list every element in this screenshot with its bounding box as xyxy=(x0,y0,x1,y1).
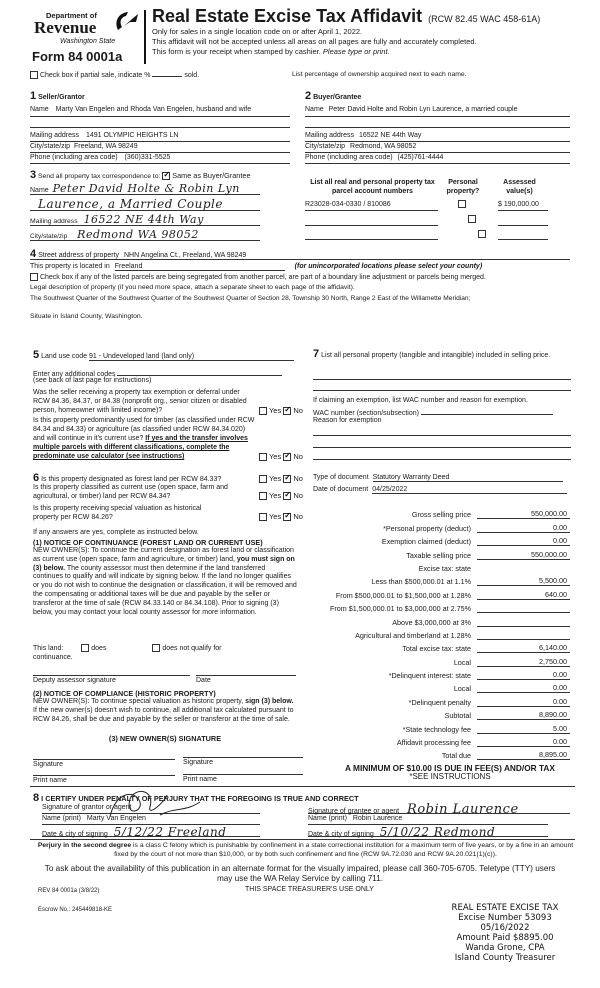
tax-row-value[interactable]: 6,140.00 xyxy=(477,643,570,653)
land-does-checkbox[interactable] xyxy=(81,644,89,652)
segregated-row: Check box if any of the listed parcels are being segregated from another parcel, are part of a boundary line adjustment or parcels being merged. xyxy=(30,273,486,281)
forest-q1-answer: Yes ✓ No xyxy=(259,474,303,483)
segregated-checkbox[interactable] xyxy=(30,273,38,281)
tax-row-label: Taxable selling price xyxy=(406,550,471,560)
grantee-date-city-field[interactable]: Date & city of signing 5/10/22 Redmond xyxy=(308,825,548,837)
forest-if-yes: If any answers are yes, complete as instructed below. xyxy=(33,529,199,536)
personal-col-header: Personal property? xyxy=(446,179,480,195)
reason-label: Reason for exemption xyxy=(313,417,382,424)
tax-row-label: Affidavit processing fee xyxy=(396,738,471,748)
tax-row-value[interactable]: 5.00 xyxy=(477,724,570,734)
parcel-account-row-3[interactable] xyxy=(305,230,438,240)
perjury-notice: Perjury in the second degree is a class C felony which is punishable by confinement in a state correctional institution for a maximum term of five years, or by a fine in an amount fixed by the court of not more than $10,000, or by both such confinement and fine (RCW 9A.72.030 and RCW 9A.20.021(1)(c)). xyxy=(37,842,574,858)
certify-title: 8 I CERTIFY UNDER PENALTY OF PERJURY THAT THE FOREGOING IS TRUE AND CORRECT xyxy=(33,792,359,804)
legal-description-line-1: The Southwest Quarter of the Southwest Quarter of the Southwest Quarter of Section 28, Township 30 North, Range 2 East of the Willamette Meridian; xyxy=(30,295,471,302)
street-address-field[interactable]: 4 Street address of property NHN Angelina Ct., Freeland, WA 98249 xyxy=(30,248,570,260)
header-line-2: This affidavit will not be accepted unless all areas on all pages are fully and accurately completed. xyxy=(152,37,477,46)
tax-row xyxy=(305,519,575,532)
header-divider xyxy=(144,10,146,64)
grantor-signature-field[interactable]: Signature of grantor or agent xyxy=(42,804,260,814)
tax-calculation-table xyxy=(305,506,575,760)
tax-row xyxy=(305,707,575,720)
reason-line-3[interactable] xyxy=(313,452,571,460)
parcel-personal-checkbox-3[interactable] xyxy=(478,230,486,238)
tax-row-label: Exemption claimed (deduct) xyxy=(381,537,471,547)
wac-number-field[interactable] xyxy=(421,407,553,415)
minimum-due-note: A MINIMUM OF $10.00 IS DUE IN FEE(S) AND/OR TAX xyxy=(345,763,555,773)
treasurer-stamp: REAL ESTATE EXCISE TAX Excise Number 53093 05/16/2022 Amount Paid $8895.00 Wanda Grone, CPA Island County Treasurer xyxy=(451,903,559,963)
tax-row-value[interactable] xyxy=(477,617,570,627)
dor-logo xyxy=(32,8,147,68)
tax-row-value[interactable]: 0.00 xyxy=(477,670,570,680)
tax-row-label: Above $3,000,000 at 3% xyxy=(392,617,471,627)
tax-row-label: Total due xyxy=(441,751,471,761)
grantee-name-field[interactable]: Name (print) Robin Laurence xyxy=(308,815,548,825)
parcel-account-row-2[interactable] xyxy=(305,216,438,226)
correspondence-heading: 3 Send all property tax correspondence to: ✓ Same as Buyer/Grantee xyxy=(30,169,251,181)
partial-sale-checkbox[interactable] xyxy=(30,71,38,79)
parcel-account-row-1[interactable]: R23028-034-0330 / 810086 xyxy=(305,201,438,211)
tax-row-label: Subtotal xyxy=(444,711,471,721)
tax-row-value[interactable]: 550,000.00 xyxy=(477,509,570,519)
assessed-col-header: Assessed value(s) xyxy=(503,179,536,195)
legal-label: Legal description of property (if you need more space, attach a separate sheet to each page of the affidavit). xyxy=(30,284,355,291)
page-title-row xyxy=(152,6,540,27)
located-in-row: This property is located in Freeland (for unincorporated locations please select your county) xyxy=(30,263,483,270)
land-use-q2-no-checkbox[interactable] xyxy=(283,453,291,461)
tax-row xyxy=(305,600,575,613)
owner-print-name-2[interactable]: Print name xyxy=(183,774,303,783)
certify-divider xyxy=(30,839,575,840)
partial-sale-percent-input[interactable] xyxy=(152,69,182,77)
page-title: Real Estate Excise Tax Affidavit xyxy=(152,6,423,26)
tax-row-label: *Delinquent interest: state xyxy=(388,671,471,681)
tax-row xyxy=(305,560,575,573)
parcel-assessed-row-2[interactable] xyxy=(498,216,548,226)
forest-q2-no-checkbox[interactable] xyxy=(283,492,291,500)
land-use-row: 5 Land use code 91 - Undeveloped land (land only) xyxy=(33,349,294,361)
personal-property-label: 7 List all personal property (tangible and intangible) included in selling price. xyxy=(313,348,551,360)
exemption-note: If claiming an exemption, list WAC number and reason for exemption. xyxy=(313,397,528,404)
land-use-q1-answer: Yes ✓ No xyxy=(259,406,303,415)
seller-city-field[interactable]: City/state/zip Freeland, WA 98249 xyxy=(30,143,290,153)
personal-property-line-2[interactable] xyxy=(313,383,571,391)
treasurer-use-only: THIS SPACE TREASURER'S USE ONLY xyxy=(245,886,374,893)
tax-row xyxy=(305,613,575,626)
partial-sale-row: Check box if partial sale, indicate % sold. xyxy=(30,69,199,79)
owner-print-name-1[interactable]: Print name xyxy=(33,775,175,784)
parcel-personal-checkbox-1[interactable] xyxy=(458,200,466,208)
tax-row-value[interactable]: 5,500.00 xyxy=(477,576,570,586)
owner-signature-1[interactable]: Signature xyxy=(33,759,175,768)
parcel-col-header: List all real and personal property tax parcel account numbers xyxy=(310,179,435,195)
document-type-row: Type of document Statutory Warranty Deed xyxy=(313,474,563,482)
header-line-1: Only for sales in a single location code on or after April 1, 2022. xyxy=(152,27,363,36)
notice-continuance-body: NEW OWNER(S): To continue the current designation as forest land or classification as current use (open space, farm and agriculture, or timber) land, you must sign on (3) below. The county assessor must then determine if the land transferred continues to qualify and will indicate by signing below. If the land no longer qualifies or you do not wish to continue the designation or classification, it will be removed and the compensating or additional taxes will be due and payable by the seller or transferor at the time of sale (RCW 84.33.140 or 84.34.108). Prior to signing (3) below, you may contact your local county assessor for more information. xyxy=(33,547,297,616)
forest-q1: 6 Is this property designated as forest land per RCW 84.33? xyxy=(33,472,222,484)
deputy-date-field[interactable]: Date xyxy=(196,675,296,684)
this-land-row: This land: does does not qualify for xyxy=(33,644,222,652)
percent-note: List percentage of ownership acquired next to each name. xyxy=(292,71,467,78)
grantor-name-field[interactable]: Name (print) Marty Van Engelen xyxy=(42,815,260,825)
reason-line-2[interactable] xyxy=(313,440,571,448)
tax-row-label: Local xyxy=(453,657,471,667)
personal-property-line-1[interactable] xyxy=(313,372,571,380)
notice-continuance-title: (1) NOTICE OF CONTINUANCE (FOREST LAND OR CURRENT USE) xyxy=(33,538,263,547)
tax-row-value[interactable]: 8,890.00 xyxy=(477,710,570,720)
tax-row xyxy=(305,747,575,760)
tax-row-value[interactable]: 2,750.00 xyxy=(477,657,570,667)
tax-row-value[interactable]: 550,000.00 xyxy=(477,550,570,560)
parcel-assessed-row-1[interactable]: $ 190,000.00 xyxy=(498,201,548,211)
legal-description-line-2: Situate in Island County, Washington. xyxy=(30,313,143,320)
additional-codes-field[interactable] xyxy=(117,368,282,376)
correspondence-name-field[interactable]: Name Peter David Holte & Robin Lyn xyxy=(30,182,260,195)
additional-codes-row: Enter any additional codes xyxy=(33,368,282,378)
tax-row-label: *Delinquent penalty xyxy=(408,697,471,707)
tax-row xyxy=(305,667,575,680)
tax-row xyxy=(305,533,575,546)
located-in-field[interactable]: Freeland xyxy=(115,263,285,271)
form-number: Form 84 0001a xyxy=(32,49,123,64)
deputy-signature-field[interactable]: Deputy assessor signature xyxy=(33,675,190,684)
tax-row-value[interactable] xyxy=(477,630,570,640)
seller-heading: 1 Seller/Grantor xyxy=(30,90,85,102)
tax-row xyxy=(305,734,575,747)
land-use-q2-answer: Yes ✓ No xyxy=(259,452,303,461)
seller-name-line2[interactable] xyxy=(30,122,290,128)
tax-row-value[interactable] xyxy=(477,603,570,613)
tax-row-label: *State technology fee xyxy=(402,724,471,734)
tax-row-label: *Personal property (deduct) xyxy=(383,523,471,533)
tax-row-label: Local xyxy=(453,684,471,694)
forest-q3-yes-checkbox[interactable] xyxy=(259,513,267,521)
state-line: Washington State xyxy=(60,38,116,45)
tax-row-value[interactable]: 0.00 xyxy=(477,536,570,546)
buyer-name-field[interactable]: Name Peter David Holte and Robin Lyn Laurence, a married couple xyxy=(305,106,570,117)
buyer-phone-field[interactable]: Phone (including area code) (425)761-4444 xyxy=(305,154,570,164)
tax-row-label: Excise tax: state xyxy=(418,563,471,573)
grantor-date-city-field[interactable]: Date & city of signing 5/12/22 Freeland xyxy=(42,825,260,837)
tax-row xyxy=(305,653,575,666)
tax-row-value[interactable]: 0.00 xyxy=(477,683,570,693)
tax-row-value[interactable]: 0.00 xyxy=(477,737,570,747)
rcw-citation: (RCW 82.45 WAC 458-61A) xyxy=(428,14,541,24)
forest-q1-yes-checkbox[interactable] xyxy=(259,475,267,483)
tax-row xyxy=(305,680,575,693)
document-date-field[interactable]: 04/25/2022 xyxy=(372,486,567,494)
tax-row-value[interactable]: 8,895.00 xyxy=(477,750,570,760)
wac-row: WAC number (section/subsection) xyxy=(313,407,553,417)
buyer-heading: 2 Buyer/Grantee xyxy=(305,90,362,102)
tax-row xyxy=(305,546,575,559)
tax-row-value[interactable]: 640.00 xyxy=(477,590,570,600)
header-line-3: This form is your receipt when stamped by cashier. Please type or print. xyxy=(152,47,390,56)
correspondence-name-line2[interactable]: Laurence, a Married Couple xyxy=(30,197,260,211)
same-as-buyer-checkbox[interactable] xyxy=(162,172,170,180)
new-owner-signature-title: (3) NEW OWNER(S) SIGNATURE xyxy=(108,734,222,743)
forest-q3: Is this property receiving special valuation as historical property per RCW 84.26? xyxy=(33,505,202,521)
tax-row xyxy=(305,627,575,640)
dept-line: Department of xyxy=(46,11,97,20)
continuance-label: continuance. xyxy=(33,654,73,661)
tax-row-value[interactable]: 0.00 xyxy=(477,523,570,533)
tax-row xyxy=(305,720,575,733)
tax-row-label: Less than $500,000.01 at 1.1% xyxy=(371,577,471,587)
dor-swoosh-icon xyxy=(112,10,140,32)
tax-row-label: From $500,000.01 to $1,500,000 at 1.28% xyxy=(335,590,471,600)
revenue-wordmark: Revenue xyxy=(34,18,97,37)
buyer-city-field[interactable]: City/state/zip Redmond, WA 98052 xyxy=(305,143,570,153)
parcel-personal-checkbox-2[interactable] xyxy=(468,215,476,223)
forest-q2-answer: Yes ✓ No xyxy=(259,491,303,500)
forest-q1-no-checkbox[interactable] xyxy=(283,475,291,483)
seller-name-field[interactable]: Name Marty Van Engelen and Rhoda Van Engelen, husband and wife xyxy=(30,106,290,117)
land-use-q1-no-checkbox[interactable] xyxy=(283,407,291,415)
tax-row xyxy=(305,506,575,519)
forest-q2-yes-checkbox[interactable] xyxy=(259,492,267,500)
tax-row-label: Gross selling price xyxy=(411,510,471,520)
buyer-name-line2[interactable] xyxy=(305,122,570,128)
land-use-q2: Is this property predominantly used for timber (as classified under RCW 84.34 and 84.33) or agriculture (as classified under RCW 84.34.020) and will continue in it's current use? If yes and the transfer involves multiple parcels with different classifications, complete the predominate use calculator (see instructions) xyxy=(33,417,255,460)
forest-q3-no-checkbox[interactable] xyxy=(283,513,291,521)
notice-compliance-body: NEW OWNER(S): To continue special valuation as historic property, sign (3) below. If the new owner(s) doesn't wish to continue, all additional tax calculated pursuant to RCW 84.26, shall be due and payable by the seller or transferor at the time of sale. xyxy=(33,698,294,723)
seller-mailing-field[interactable]: Mailing address 1491 OLYMPIC HEIGHTS LN xyxy=(30,132,290,142)
additional-codes-sub: (see back of last page for instructions) xyxy=(33,377,152,384)
land-use-q1-yes-checkbox[interactable] xyxy=(259,407,267,415)
land-use-q2-yes-checkbox[interactable] xyxy=(259,453,267,461)
tax-row xyxy=(305,693,575,706)
document-type-field[interactable]: Statutory Warranty Deed xyxy=(373,474,563,482)
buyer-mailing-field[interactable]: Mailing address 16522 NE 44th Way xyxy=(305,132,570,142)
tax-row xyxy=(305,573,575,586)
land-use-code-field[interactable]: 91 - Undeveloped land (land only) xyxy=(89,353,294,361)
parcel-assessed-row-3[interactable] xyxy=(498,230,548,240)
seller-phone-field[interactable]: Phone (including area code) (360)331-5525 xyxy=(30,154,290,164)
land-does-not-checkbox[interactable] xyxy=(152,644,160,652)
tax-row xyxy=(305,640,575,653)
document-date-row: Date of document 04/25/2022 xyxy=(313,486,567,494)
accessibility-notice: To ask about the availability of this publication in an alternate format for the visually impaired, please call 360-705-6705. Teletype (TTY) users may use the WA Relay Service by calling 711. xyxy=(44,864,556,883)
owner-signature-2[interactable]: Signature xyxy=(183,757,303,766)
forest-q2: Is this property classified as current use (open space, farm and agricultural, or timber) land per RCW 84.34? xyxy=(33,484,228,500)
correspondence-city-field[interactable]: City/state/zip Redmond WA 98052 xyxy=(30,228,260,241)
land-use-q1: Was the seller receiving a property tax exemption or deferral under RCW 84.36, 84.37, or 84.38 (nonprofit org., senior citizen or disabled person, homeowner with limited income)? xyxy=(33,389,247,414)
notice-compliance-title: (2) NOTICE OF COMPLIANCE (HISTORIC PROPERTY) xyxy=(33,689,216,698)
tax-row-label: From $1,500,000.01 to $3,000,000 at 2.75% xyxy=(329,604,471,614)
tax-row-label: Total excise tax: state xyxy=(402,644,471,654)
tax-row-value[interactable]: 0.00 xyxy=(477,697,570,707)
grantee-signature-field[interactable]: Signature of grantee or agent Robin Laurence xyxy=(308,802,570,814)
rev-number: REV 84 0001a (3/8/22) xyxy=(38,888,100,894)
see-instructions: *SEE INSTRUCTIONS xyxy=(409,772,491,781)
correspondence-mailing-field[interactable]: Mailing address 16522 NE 44th Way xyxy=(30,213,260,226)
forest-q3-answer: Yes ✓ No xyxy=(259,512,303,521)
reason-line-1[interactable] xyxy=(313,428,571,436)
tax-row xyxy=(305,586,575,599)
escrow-number: Escrow No.: 245449818-KE xyxy=(38,907,113,913)
tax-row-label: Agricultural and timberland at 1.28% xyxy=(355,630,471,640)
